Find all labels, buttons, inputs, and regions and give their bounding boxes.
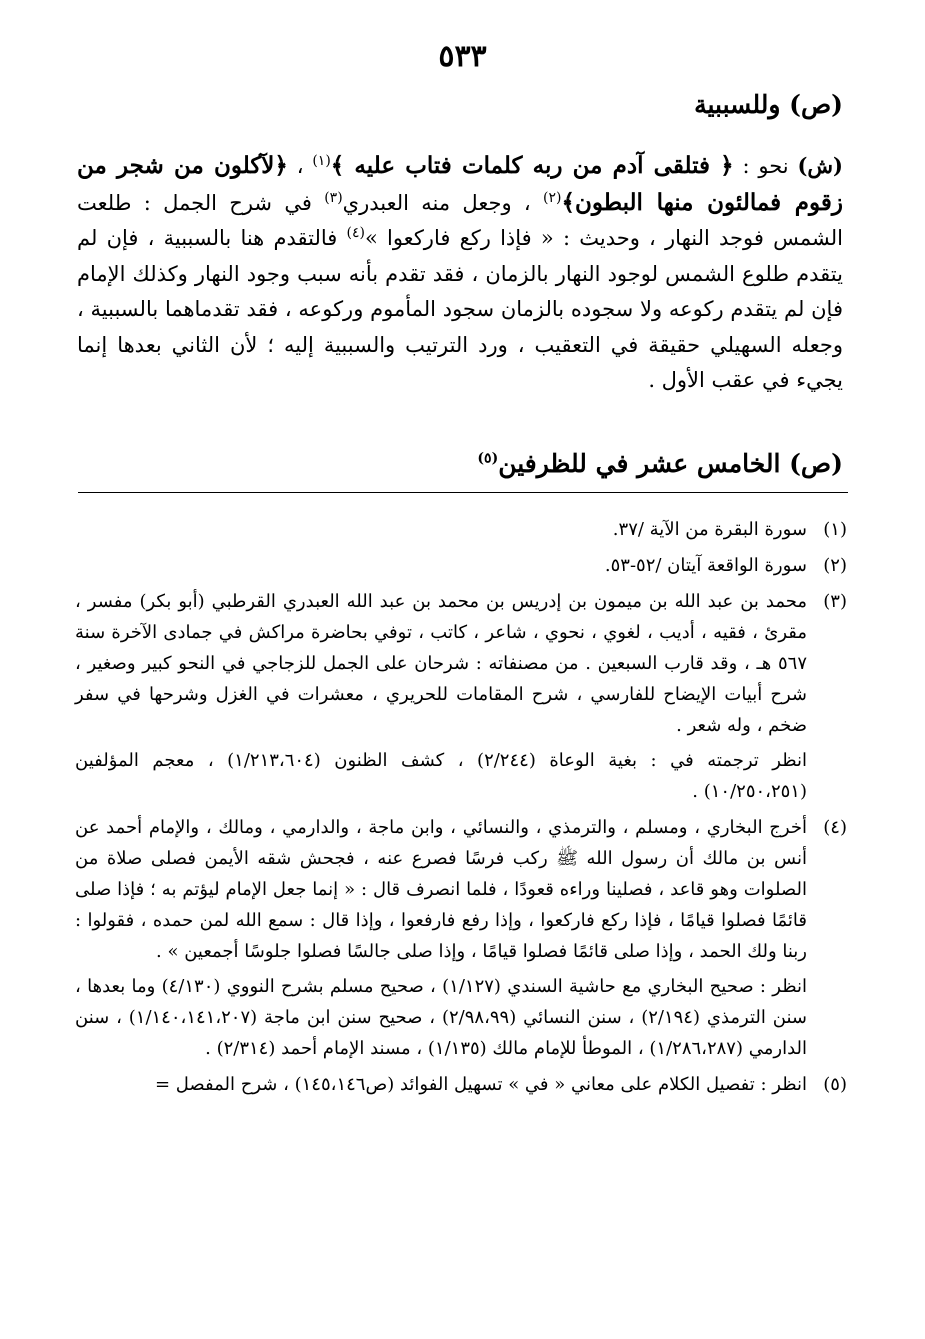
- section-heading-fifteenth: [477, 447, 843, 481]
- section-heading-causality: (ص) وللسببية: [694, 90, 843, 119]
- footnote-body: [75, 586, 807, 807]
- footnote-number: (٥): [823, 1074, 847, 1095]
- footnote-ref-3[interactable]: (٣): [324, 189, 343, 206]
- footnote-ref-1[interactable]: (١): [312, 153, 331, 169]
- footnote-number: (١): [823, 519, 847, 540]
- footnote-ref-2[interactable]: (٢): [543, 189, 562, 206]
- footnote-number: (٤): [823, 817, 847, 838]
- footnote-1: [75, 514, 847, 545]
- footnote-ref-4[interactable]: (٤): [346, 225, 365, 241]
- commentary-marker: (ش): [797, 153, 843, 178]
- footnote-text-biography: محمد بن عبد الله بن ميمون بن إدريس بن محمد بن عبد الله العبدري القرطبي (أبو بكر) مفسر ، مقرئ ، فقيه ، أديب ، لغوي ، نحوي ، شاعر ، كاتب ، توفي بحاضرة مراكش في جمادى الآخرة سنة ٥٦٧ هـ ، وقد قارب السبعين . من مصنفاته : شرحان على الجمل للزجاجي في النحو كبير وصغير ، شرح أبيات الإيضاح للفارسي ، شرح المقامات للحريري ، معشرات في الغزل وشرحها في سفر ضخم ، وله شعر .: [75, 591, 807, 736]
- footnote-2: [75, 550, 847, 581]
- footnote-5: [75, 1069, 847, 1100]
- body-text-separator: ،: [287, 154, 313, 178]
- body-text-part-3: فالتقدم هنا بالسببية ، فإن لم يتقدم طلوع الشمس لوجود النهار بالزمان ، فقد تقدم بأنه سبب وجود النهار وكذلك الإمام فإن لم يتقدم ركوعه ولا سجوده بالزمان سجود المأموم وركوعه ، فقد تقدماهما بالسببية ، وجعله السهيلي حقيقة في التعقيب ، ورد الترتيب والسببية إليه ؛ لأن الثاني بعدها إنما يجيء في عقب الأول .: [77, 226, 843, 392]
- footnote-text: سورة الواقعة آيتان /٥٢-٥٣.: [604, 555, 807, 576]
- quran-verse-1: ﴿ فتلقى آدم من ربه كلمات فتاب عليه ﴾: [330, 152, 734, 179]
- footnote-ref-5[interactable]: (٥): [477, 450, 499, 467]
- footnote-text: سورة البقرة من الآية /٣٧.: [612, 519, 807, 540]
- footnotes-section: [75, 514, 847, 1105]
- footnote-3: [75, 586, 847, 807]
- footnote-number: (٣): [823, 591, 847, 612]
- footnote-text: انظر : تفصيل الكلام على معاني « في » تسهيل الفوائد (ص١٤٥،١٤٦) ، شرح المفصل =: [154, 1074, 807, 1095]
- body-text-part-1: ، وجعل منه العبدري: [342, 190, 544, 215]
- body-text-part-2: في شرح الجمل : طلعت الشمس فوجد النهار ، وحديث : « فإذا ركع فاركعوا »: [77, 190, 843, 250]
- footnote-4: [75, 812, 847, 1064]
- footnote-number: (٢): [823, 555, 847, 576]
- section-heading-text: (ص) الخامس عشر في للظرفين: [498, 449, 843, 478]
- footnote-text-sources: انظر : صحيح البخاري مع حاشية السندي (١/١٢٧) ، صحيح مسلم بشرح النووي (٤/١٣٠) وما بعدها ، سنن الترمذي (٢/١٩٤) ، سنن النسائي (٢/٩٨،٩٩) ، صحيح سنن ابن ماجة (١/١٤٠،١٤١،٢٠٧) ، سنن الدارمي (١/٢٨٦،٢٨٧) ، الموطأ للإمام مالك (١/١٣٥) ، مسند الإمام أحمد (٢/٣١٤) .: [75, 976, 807, 1059]
- quran-verse-2: ﴿لآكلون من شجر من زقوم فمالئون منها البطون﴾: [77, 152, 843, 216]
- footnote-body: [75, 1069, 807, 1100]
- footnote-body: [75, 514, 807, 545]
- commentary-paragraph: [77, 148, 843, 399]
- page-number: ٥٣٣: [438, 39, 487, 74]
- footnote-text-sources: انظر ترجمته في : بغية الوعاة (٢/٢٤٤) ، كشف الظنون (١/٢١٣،٦٠٤) ، معجم المؤلفين (١٠/٢٥٠،٢٥١) .: [75, 750, 807, 802]
- footnote-divider: [78, 492, 848, 493]
- footnote-body: [75, 550, 807, 581]
- footnote-text-hadith: أخرج البخاري ، ومسلم ، والترمذي ، والنسائي ، وابن ماجة ، والدارمي ، ومالك ، والإمام أحمد عن أنس بن مالك أن رسول الله ﷺ ركب فرسًا فصرع عنه ، فجحش شقه الأيمن فصلى صلاة من الصلوات وهو قاعد ، فصلينا وراءه قعودًا ، فلما انصرف قال : « إنما جعل الإمام ليؤتم به ؛ فإذا صلى قائمًا فصلوا قيامًا ، فإذا ركع فاركعوا ، وإذا رفع فارفعوا ، وإذا قال : سمع الله لمن حمده ، فقولوا : ربنا ولك الحمد ، وإذا صلى قائمًا فصلوا قيامًا ، وإذا صلى جالسًا فصلوا جلوسًا أجمعين » .: [75, 817, 807, 962]
- body-text-intro: نحو :: [733, 154, 798, 178]
- footnote-body: [75, 812, 807, 1064]
